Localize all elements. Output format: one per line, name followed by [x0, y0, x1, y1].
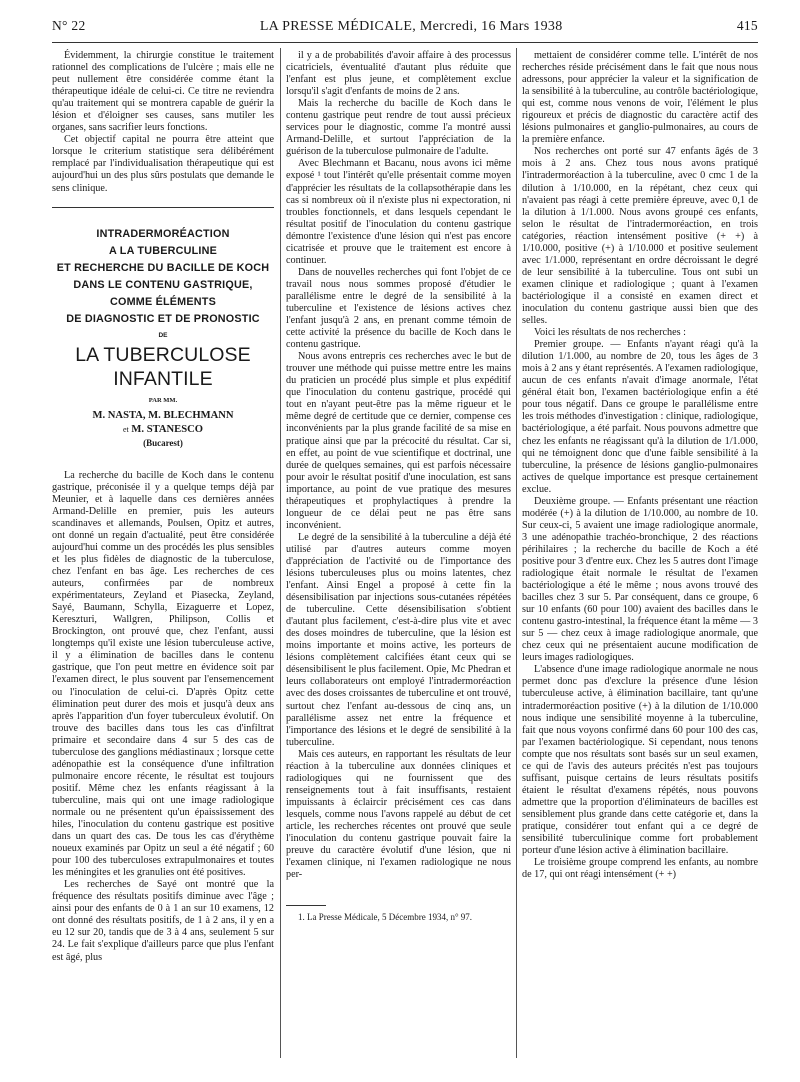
paragraph: Le troisième groupe comprend les enfants, au nombre de 17, qui ont réagi intensément (+ +): [522, 857, 758, 881]
article-main-title: LA TUBERCULOSE INFANTILE: [75, 343, 251, 390]
paragraph: il y a de probabilités d'avoir affaire à des processus cicatriciels, éventualité d'autant plus réduite que l'enfant est plus jeune, et complètement exclue lorsqu'il s'agit d'enfants de moins de 2 ans.: [286, 50, 511, 98]
article-title-block: [52, 226, 274, 450]
page-number: 415: [736, 18, 758, 33]
footnote-rule: [286, 905, 326, 906]
paragraph: Mais ces auteurs, en rapportant les résultats de leur réaction à la tuberculine aux données cliniques et radiologiques qui ne fournissent que des renseignements tout à fait insuffisants, restaient impuissants à éclaircir précisément ces cas dans lesquels, comme nous l'avons rappelé au début de cet article, les recherches récentes ont prouvé que seule l'inoculation du contenu gastrique pouvait faire la preuve du caractère évolutif d'une lésion, que ni l'examen clinique, ni l'examen radiologique ne nous per-: [286, 748, 511, 881]
article-body: [52, 470, 274, 964]
section-rule: [52, 207, 274, 208]
title-line: DE DIAGNOSTIC ET DE PRONOSTIC: [66, 312, 260, 325]
paragraph: Avec Blechmann et Bacanu, nous avons ici même exposé ¹ tout l'intérêt qu'elle présentait comme moyen d'apprécier les résultats de la collapsothérapie dans les cas si nombreux où il n'existe plus ni expectoration, ni troubles fonctionnels, et dans lesquels cependant le résultat positif de l'inoculation du contenu gastrique démontre l'existence d'une lésion qui n'est pas encore cicatrisée et prouve que le traitement est encore à continuer.: [286, 158, 511, 266]
paragraph: Deuxième groupe. — Enfants présentant une réaction modérée (+) à la dilution de 1/10.000, au nombre de 10. Sur ceux-ci, 5 avaient une image radiologique anormale, 3 une adénopathie trachéo-bronchique, 2 des réactions périhilaires ; la recherche du bacille de Koch a été positive pour 3 d'entre eux. Chez les 5 autres dont l'image radiologique était normale le résultat de l'examen bactériologique a été le même ; nous avons trouvé des bacilles chez 3 sur 5. Par conséquent, dans ce groupe, 6 sur 10 enfants (60 pour 100) avaient des bacilles dans le contenu gastro-intestinal, la fréquence étant la même — 3 sur 5 — chez ceux à image radiologique anormale, que chez ceux qui ne présentaient aucune modification de leurs images radiologiques.: [522, 495, 758, 664]
paragraph: Voici les résultats de nos recherches :: [534, 327, 687, 339]
column-2: [286, 50, 511, 923]
title-line: A LA TUBERCULINE: [109, 244, 217, 257]
paragraph: Le degré de la sensibilité à la tuberculine a déjà été utilisé par d'autres auteurs comme moyen d'appréciation de l'activité ou de l'importance des lésions tuberculeuses plus ou moins latentes, chez l'enfant. Ainsi Engel a proposé à cette fin la désensibilisation par injections sous-cutanées répétées de tuberculine. Cette désensibilisation s'obtient d'autant plus facilement, c'est-à-dire plus vite et avec des doses moindres de tuberculine, que la lésion est moins importante et moins active, les porteurs de lésions complètement calcifiées étant ceux qui se désensibilisent le plus facilement. Opie, Mc Phedran et leurs collaborateurs ont employé l'intradermoréaction avec des doses croissantes de tuberculine et ont trouvé, surtout chez l'enfant au-dessous de cinq ans, un parallélisme assez net entre la fréquence et l'importance des lésions et le degré de sensibilité à la tuberculine.: [286, 531, 511, 748]
column-divider: [516, 48, 517, 1058]
authors-line: M. STANESCO: [131, 423, 204, 435]
paragraph: Cet objectif capital ne pourra être atteint que lorsque le criterium statistique sera délibérément remplacé par l'individualisation thérapeutique qui est aujourd'hui un des plus sûrs postulats que demande le sens clinique.: [52, 134, 274, 194]
paragraph: Mais la recherche du bacille de Koch dans le contenu gastrique peut rendre de tout aussi précieux services pour le diagnostic, comme l'a montré aussi Armand-Delille, et surtout l'appréciation de la guérison de la tuberculose pulmonaire de l'adulte.: [286, 98, 511, 158]
paragraph: Les recherches de Sayé ont montré que la fréquence des résultats positifs diminue avec l'âge ; ainsi pour des enfants de 0 à 1 an sur 10 examens, 12 ont donné des résultats positifs, de 1 à 2 ans, il y en a eu 12 sur 20, tandis que de 3 à 4 ans, seulement 5 sur 24. Le fait s'explique d'ailleurs parce que plus l'enfant est âgé, plus: [52, 879, 274, 963]
authors-et: et: [122, 424, 129, 434]
running-header: [52, 18, 758, 40]
journal-title: LA PRESSE MÉDICALE, Mercredi, 16 Mars 1938: [259, 19, 563, 34]
paragraph: L'absence d'une image radiologique anormale ne nous permet donc pas d'exclure la présence d'une lésion tuberculeuse active, à élimination bacillaire, tant qu'une intradermoréaction positive (+) à la dilution de 1/10.000 nous indique une sensibilité moyenne à la tuberculine, fait que nous voyons confirmé dans 60 pour 100 des cas, par l'examen bactériologique. Si cependant, nous tenons compte que nos résultats sont basés sur un seul examen, ce qui de l'avis des auteurs précités n'est pas toujours suffisant, puisque certains de leurs résultats positifs étaient le résultat d'examens répétés, nous pouvons admettre que la proportion d'éliminateurs de bacilles est sensiblement plus grande dans cette catégorie et, dans la pratique, considérer tout enfant qui a ce degré de sensibilité tuberculinique comme fort probablement porteur d'une lésion active à élimination bacillaire.: [522, 664, 758, 857]
paragraph: Premier groupe. — Enfants n'ayant réagi qu'à la dilution 1/1.000, au nombre de 20, tous les âges de 3 mois à 2 ans y étant représentés. A l'examen radiologique, aucun de ces enfants n'avait d'image anormale, l'état général était bon, l'examen bactériologique enfin a été pour tous négatif. Dans ce groupe le parallélisme entre les trois méthodes d'investigation : clinique, radiologique, bactériologique, a été parfait. Nous pouvons admettre que chez les enfants ne réagissant qu'à la dilution de 1/1.000, qui ne témoignent donc que d'une faible sensibilité à la tuberculine, la présence de lésions ganglio-pulmonaires actives de quelque importance est presque certainement exclue.: [522, 339, 758, 495]
author-city: (Bucarest): [143, 437, 183, 448]
title-line: INTRADERMORÉACTION: [96, 227, 230, 240]
title-de: DE: [158, 331, 168, 339]
title-line: ET RECHERCHE DU BACILLE DE KOCH: [56, 261, 270, 274]
column-3: [522, 50, 758, 881]
column-1: [52, 50, 274, 964]
paragraph: Nous avons entrepris ces recherches avec le but de trouver une méthode qui puisse mettre entre les mains du praticien un procédé plus simple et plus expéditif que l'inoculation du contenu gastrique, procédé qui tout en n'ayant peut-être pas la même rigueur et le même degré de certitude que ce dernier, compense ces inconvénients par la plus grande facilité de sa mise en pratique ainsi que par la précocité du résultat. Car si, en effet, au point de vue scientifique et doctrinal, une durée de quelques semaines, qui est parfois nécessaire pour avoir le résultat positif d'une inoculation, est sans importance, au point de vue pratique des mesures thérapeutiques et prophylactiques à prendre la longueur de ce délai peut ne pas être sans inconvénient.: [286, 351, 511, 531]
title-line: COMME ÉLÉMENTS: [110, 295, 216, 308]
paragraph: La recherche du bacille de Koch dans le contenu gastrique, préconisée il y a quelque temps déjà par Meunier, et à laquelle dans ces dernières années Armand-Delille en premier, puis les auteurs scandinaves et allemands, Poulsen, Opitz et autres, ont donné un regain d'actualité, peut être considérée aujourd'hui comme un des procédés les plus sensibles et les plus fidèles de diagnostic de la tuberculose, chez l'enfant en bas âge. Les recherches de ces auteurs, confirmées par de nombreux expérimentateurs, Zeyland et Piasecka, Zeyland, Sayé, Baumann, Schylla, Eizaguerre et Lopez, Kereszturi, Wallgren, Philipson, Collis et Brockington, ont prouvé que, chez l'enfant, aussi longtemps qu'il existe une lésion tuberculeuse active, il y a élimination de bacilles dans le contenu gastrique, que l'on peut mettre en évidence soit par l'examen direct, le plus souvent par l'ensemencement ou l'inoculation de celui-ci. D'après Opitz cette élimination peut durer des mois et jusqu'à deux ans après l'apparition d'un foyer tuberculeux évolutif. On trouve des bacilles dans tous les cas d'infiltrat primaire et secondaire dans 4 sur 5 des cas de tuberculose des ganglions médiastinaux ; lorsque cette adénopathie est la conséquence d'une infiltration pulmonaire encore récente, le résultat est toujours positif. Même chez les enfants réagissant à la tuberculine, mais qui ont une image radiologique normale ou ne présentent qu'un épaississement des hiles, l'inoculation du contenu gastrique est positive dans un quart des cas. De tous les cas d'érythème noueux examinés par Opitz un seul a été négatif ; 60 pour 100 des tuberculoses extrapulmonaires et toutes les méningites et les granulies ont été positives.: [52, 469, 274, 879]
paragraph: Nos recherches ont porté sur 47 enfants âgés de 3 mois à 2 ans. Chez tous nous avons pratiqué l'intradermoréaction à la tuberculine, avec 0 cmc 1 de la dilution à 1/10.000, en la répétant, chez ceux qui n'avaient pas réagi à cette première épreuve, avec 0,1 de la dilution à 1/1.000. Nous avons groupé ces enfants, selon le résultat de l'intradermoréaction, en trois catégories, réaction intensément positive (+ +) à 1/10.000, positive (+) à 1/10.000 et positive seulement avec 1/1.000, représentant en ordre décroissant le degré de leur sensibilité à la tuberculine. Tous ont subi un examen clinique et radiologique ; quant à l'examen bactériologique il a consisté en examen direct et inoculation du contenu gastrique aussi bien que des selles.: [522, 146, 758, 327]
footnote: 1. La Presse Médicale, 5 Décembre 1934, n° 97.: [298, 912, 473, 923]
header-rule: [52, 42, 758, 43]
byline-par: PAR MM.: [148, 396, 178, 404]
paragraph: Évidemment, la chirurgie constitue le traitement rationnel des complications de l'ulcère ; mais elle ne peut nullement être considérée comme étant la thérapeutique idéale de celui-ci. Ce titre ne reviendra qu'au traitement qui se montrera capable de guérir la lésion et d'éloigner ses causes, sans mutiler les organes, sans sacrifier leurs fonctions.: [52, 50, 274, 134]
authors-line: M. NASTA, M. BLECHMANN: [92, 409, 234, 421]
title-line: DANS LE CONTENU GASTRIQUE,: [73, 278, 253, 291]
paragraph: Dans de nouvelles recherches qui font l'objet de ce travail nous nous sommes proposé d'étudier le parallélisme entre le degré de la sensibilité à la tuberculine et l'existence de lésions actives chez l'enfant jusqu'à 2 ans, en prenant comme témoin de cette activité la présence du bacille de Koch dans le contenu gastrique.: [286, 266, 511, 351]
column-divider: [280, 48, 281, 1058]
paragraph: mettaient de considérer comme telle. L'intérêt de nos recherches réside précisément dans le fait que nous nous adressons, pour apprécier la valeur et la signification de la sensibilité à la tuberculine, au contrôle bactériologique, qui est, comme nous venons de voir, l'élément le plus rigoureux et précis de diagnostic du caractère actif des lésions pulmonaires et ganglio-pulmonaires, au cours de la première enfance.: [522, 50, 758, 146]
issue-number: N° 22: [52, 18, 86, 33]
